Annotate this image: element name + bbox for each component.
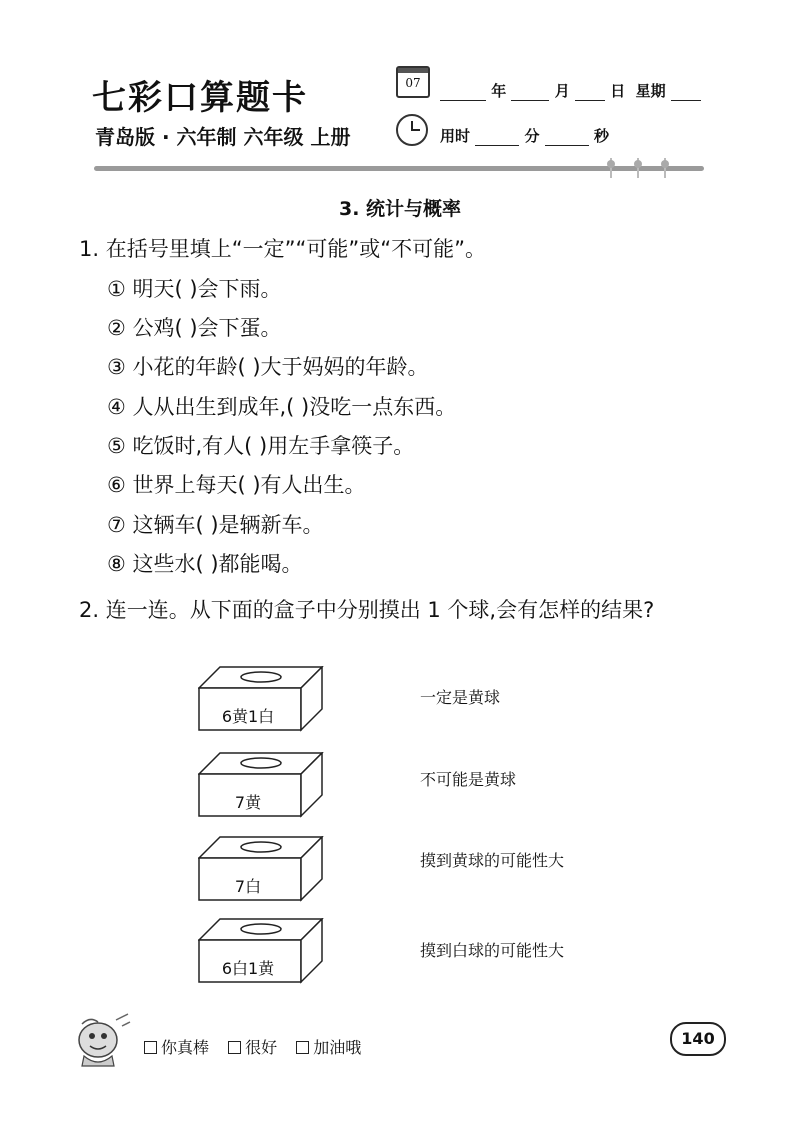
ball-box-2 bbox=[198, 752, 324, 818]
binder-pin bbox=[637, 158, 639, 178]
q1-item-6[interactable]: ⑥ 世界上每天( )有人出生。 bbox=[107, 473, 366, 497]
box-label: 6白1黄 bbox=[221, 959, 275, 978]
box-label: 7白 bbox=[234, 877, 262, 896]
checkbox[interactable] bbox=[296, 1041, 309, 1054]
rating-option-keep-going[interactable]: 加油哦 bbox=[296, 1038, 361, 1057]
ball-box-1 bbox=[198, 666, 324, 732]
rating-option-good[interactable]: 很好 bbox=[228, 1038, 277, 1057]
date-fields bbox=[440, 80, 701, 101]
brand-title: 七彩口算题卡 bbox=[92, 78, 308, 118]
binder-pin bbox=[610, 158, 612, 178]
day-blank[interactable] bbox=[575, 86, 605, 101]
alarm-clock-icon bbox=[396, 114, 428, 146]
weekday-blank[interactable] bbox=[671, 86, 701, 101]
year-blank[interactable] bbox=[440, 86, 486, 101]
minute-blank[interactable] bbox=[475, 131, 519, 146]
section-title: 3. 统计与概率 bbox=[338, 198, 462, 220]
q1-item-7[interactable]: ⑦ 这辆车( )是辆新车。 bbox=[107, 513, 324, 537]
ball-box-3 bbox=[198, 836, 324, 902]
box-label: 6黄1白 bbox=[221, 707, 275, 726]
mascot-icon bbox=[70, 1010, 132, 1070]
q1-item-2[interactable]: ② 公鸡( )会下蛋。 bbox=[107, 316, 282, 340]
time-prefix: 用时 bbox=[440, 127, 471, 145]
result-option-2[interactable]: 不可能是黄球 bbox=[420, 770, 517, 789]
checkbox[interactable] bbox=[144, 1041, 157, 1054]
time-fields bbox=[440, 125, 609, 146]
q1-item-1[interactable]: ① 明天( )会下雨。 bbox=[107, 277, 282, 301]
q1-item-8[interactable]: ⑧ 这些水( )都能喝。 bbox=[107, 552, 303, 576]
day-label: 日 bbox=[610, 82, 626, 100]
box-label: 7黄 bbox=[234, 793, 262, 812]
question-1-prompt: 1. 在括号里填上“一定”“可能”或“不可能”。 bbox=[79, 237, 486, 261]
second-label: 秒 bbox=[593, 127, 609, 145]
calendar-icon: 07 bbox=[396, 66, 430, 98]
month-blank[interactable] bbox=[511, 86, 549, 101]
q1-item-3[interactable]: ③ 小花的年龄( )大于妈妈的年龄。 bbox=[107, 355, 429, 379]
result-option-3[interactable]: 摸到黄球的可能性大 bbox=[420, 851, 565, 870]
page-number: 140 bbox=[670, 1022, 726, 1056]
ball-box-4 bbox=[198, 918, 324, 984]
question-2-prompt: 2. 连一连。从下面的盒子中分别摸出 1 个球,会有怎样的结果? bbox=[79, 598, 655, 622]
weekday-label: 星期 bbox=[635, 82, 666, 100]
minute-label: 分 bbox=[524, 127, 540, 145]
self-rating bbox=[144, 1035, 375, 1058]
q1-item-4[interactable]: ④ 人从出生到成年,( )没吃一点东西。 bbox=[107, 395, 457, 419]
edition-label: 青岛版 · 六年制 六年级 上册 bbox=[95, 125, 351, 149]
month-label: 月 bbox=[554, 82, 570, 100]
rating-option-great[interactable]: 你真棒 bbox=[144, 1038, 209, 1057]
result-option-1[interactable]: 一定是黄球 bbox=[420, 688, 501, 707]
q1-item-5[interactable]: ⑤ 吃饭时,有人( )用左手拿筷子。 bbox=[107, 434, 415, 458]
second-blank[interactable] bbox=[545, 131, 589, 146]
checkbox[interactable] bbox=[228, 1041, 241, 1054]
result-option-4[interactable]: 摸到白球的可能性大 bbox=[420, 941, 565, 960]
binder-pin bbox=[664, 158, 666, 178]
year-label: 年 bbox=[491, 82, 507, 100]
